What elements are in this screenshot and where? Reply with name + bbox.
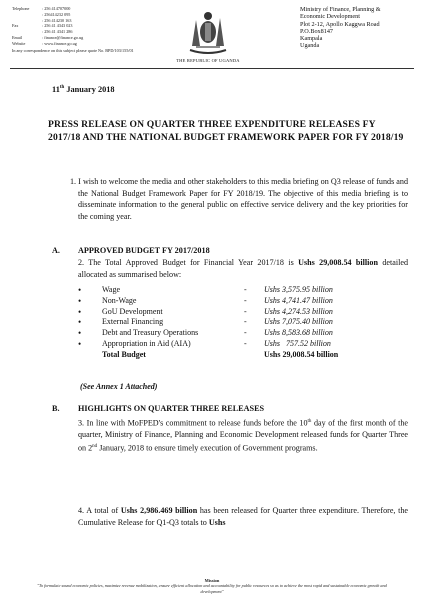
address-line: Uganda bbox=[300, 42, 320, 50]
budget-item-amount: Ushs 757.52 billion bbox=[264, 338, 331, 348]
section-b-heading: HIGHLIGHTS ON QUARTER THREE RELEASES bbox=[78, 404, 265, 413]
header-divider bbox=[10, 68, 414, 69]
bullet-icon: • bbox=[78, 338, 82, 349]
dash-separator: - bbox=[244, 306, 247, 316]
uganda-coat-of-arms-icon bbox=[186, 6, 230, 58]
contact-label: Website bbox=[12, 40, 26, 46]
contact-row bbox=[12, 41, 162, 47]
press-release-title: PRESS RELEASE ON QUARTER THREE EXPENDITURE RELEASES FY 2017/18 AND THE NATIONAL BUDGET FRAMEWORK PAPER FOR FY 2018/19 bbox=[48, 119, 404, 143]
budget-item-row bbox=[78, 317, 338, 328]
mission-label: Mission bbox=[204, 578, 220, 583]
address-line: Plot 2-12, Apollo Kaggwa Road bbox=[300, 20, 380, 28]
address-line: Economic Development bbox=[300, 13, 360, 21]
dash-separator: - bbox=[244, 317, 247, 327]
budget-item-label: Debt and Treasury Operations bbox=[102, 328, 199, 338]
paragraph-2: 2. The Total Approved Budget for Financial Year 2017/18 is Ushs 29,008.54 billion detailed allocated as summarised below: bbox=[78, 258, 408, 279]
budget-item-label: External Financing bbox=[102, 317, 164, 327]
budget-item-row bbox=[78, 285, 338, 296]
budget-item-amount: Ushs 8,583.68 billion bbox=[264, 328, 333, 338]
dash-separator: - bbox=[244, 285, 247, 294]
budget-breakdown-list bbox=[78, 285, 338, 361]
mission-footer bbox=[30, 578, 394, 594]
budget-item-label: Non-Wage bbox=[102, 295, 137, 305]
total-budget-row bbox=[78, 350, 338, 361]
dash-separator: - bbox=[244, 328, 247, 338]
bullet-icon: • bbox=[78, 328, 82, 339]
total-amount: Ushs 29,008.54 billion bbox=[264, 349, 339, 359]
contact-label: Telephone bbox=[12, 6, 30, 11]
contact-value: : 256414232 095 bbox=[42, 11, 71, 17]
budget-item-amount: Ushs 4,274.53 billion bbox=[264, 306, 333, 316]
bullet-icon: • bbox=[78, 295, 82, 306]
address-line: Kampala bbox=[300, 35, 323, 43]
section-b-letter: B. bbox=[52, 404, 60, 413]
contact-label: Fax bbox=[12, 23, 19, 29]
address-line: Ministry of Finance, Planning & bbox=[300, 6, 381, 13]
section-a-heading: APPROVED BUDGET FY 2017/2018 bbox=[78, 246, 210, 255]
contact-value: : 256 414707000 bbox=[42, 6, 71, 11]
budget-item-amount: Ushs 3,575.95 billion bbox=[264, 285, 333, 294]
republic-caption: THE REPUBLIC OF UGANDA bbox=[176, 58, 240, 63]
total-label: Total Budget bbox=[102, 349, 146, 359]
contact-value: : 256 41 4341 286 bbox=[42, 29, 73, 35]
bullet-icon: • bbox=[78, 306, 82, 317]
correspondence-note: In any correspondence on this subject please quote No. BPD/103/155/01 bbox=[12, 47, 134, 53]
budget-item-amount: Ushs 7,075.40 billion bbox=[264, 317, 333, 327]
budget-item-row bbox=[78, 339, 338, 350]
paragraph-1: 1. I wish to welcome the media and other stakeholders to this media briefing on Q3 release of funds and the National Budget Framework Paper for FY 2018/19. The objective of this media briefing is to disseminate information to the general public on effective service delivery and the key priorities for the coming year. bbox=[70, 177, 408, 221]
budget-item-label: Appropriation in Aid (AIA) bbox=[102, 338, 191, 348]
bullet-icon: • bbox=[78, 285, 82, 295]
annex-note: (See Annex 1 Attached) bbox=[80, 382, 158, 391]
dash-separator: - bbox=[244, 295, 247, 305]
budget-item-label: Wage bbox=[102, 285, 121, 294]
dash-separator: - bbox=[244, 338, 247, 348]
contact-label: Email bbox=[12, 34, 23, 40]
address-line: P.O.Box8147 bbox=[300, 27, 334, 35]
budget-item-row bbox=[78, 307, 338, 318]
document-date: 11th January 2018 bbox=[52, 85, 115, 94]
contact-value: : 256 414230 163 bbox=[42, 17, 72, 23]
budget-item-row bbox=[78, 328, 338, 339]
budget-item-label: GoU Development bbox=[102, 306, 163, 316]
paragraph-3: 3. In line with MoFPED's commitment to release funds before the 10th day of the first month of the quarter, Ministry of Finance, Planning and Economic Development released funds for Quarter Three on 2nd January, 2018 to ensure timely execution of Government programs. bbox=[78, 418, 409, 453]
mission-statement: "To formulate sound economic policies, maximize revenue mobilization, ensure efficient allocation and accountability for public resources so as to achieve the most rapid and sustainable economic growth and development" bbox=[37, 583, 387, 594]
contact-value: : 256 41 4343 023 bbox=[42, 23, 73, 29]
budget-item-amount: Ushs 4,741.47 billion bbox=[264, 295, 333, 305]
letterhead-contacts bbox=[12, 6, 162, 53]
budget-item-row bbox=[78, 296, 338, 307]
bullet-icon: • bbox=[78, 317, 82, 328]
section-a-letter: A. bbox=[52, 246, 60, 255]
contact-value[interactable]: : finance@finance.go.ug bbox=[42, 34, 84, 40]
ministry-address bbox=[300, 6, 418, 50]
contact-value[interactable]: : www.finance.go.ug bbox=[42, 40, 77, 46]
paragraph-4: 4. A total of Ushs 2,986.469 billion has been released for Quarter three expenditure. Therefore, the Cumulative Release for Q1-Q3 totals to Ushs bbox=[78, 506, 408, 527]
